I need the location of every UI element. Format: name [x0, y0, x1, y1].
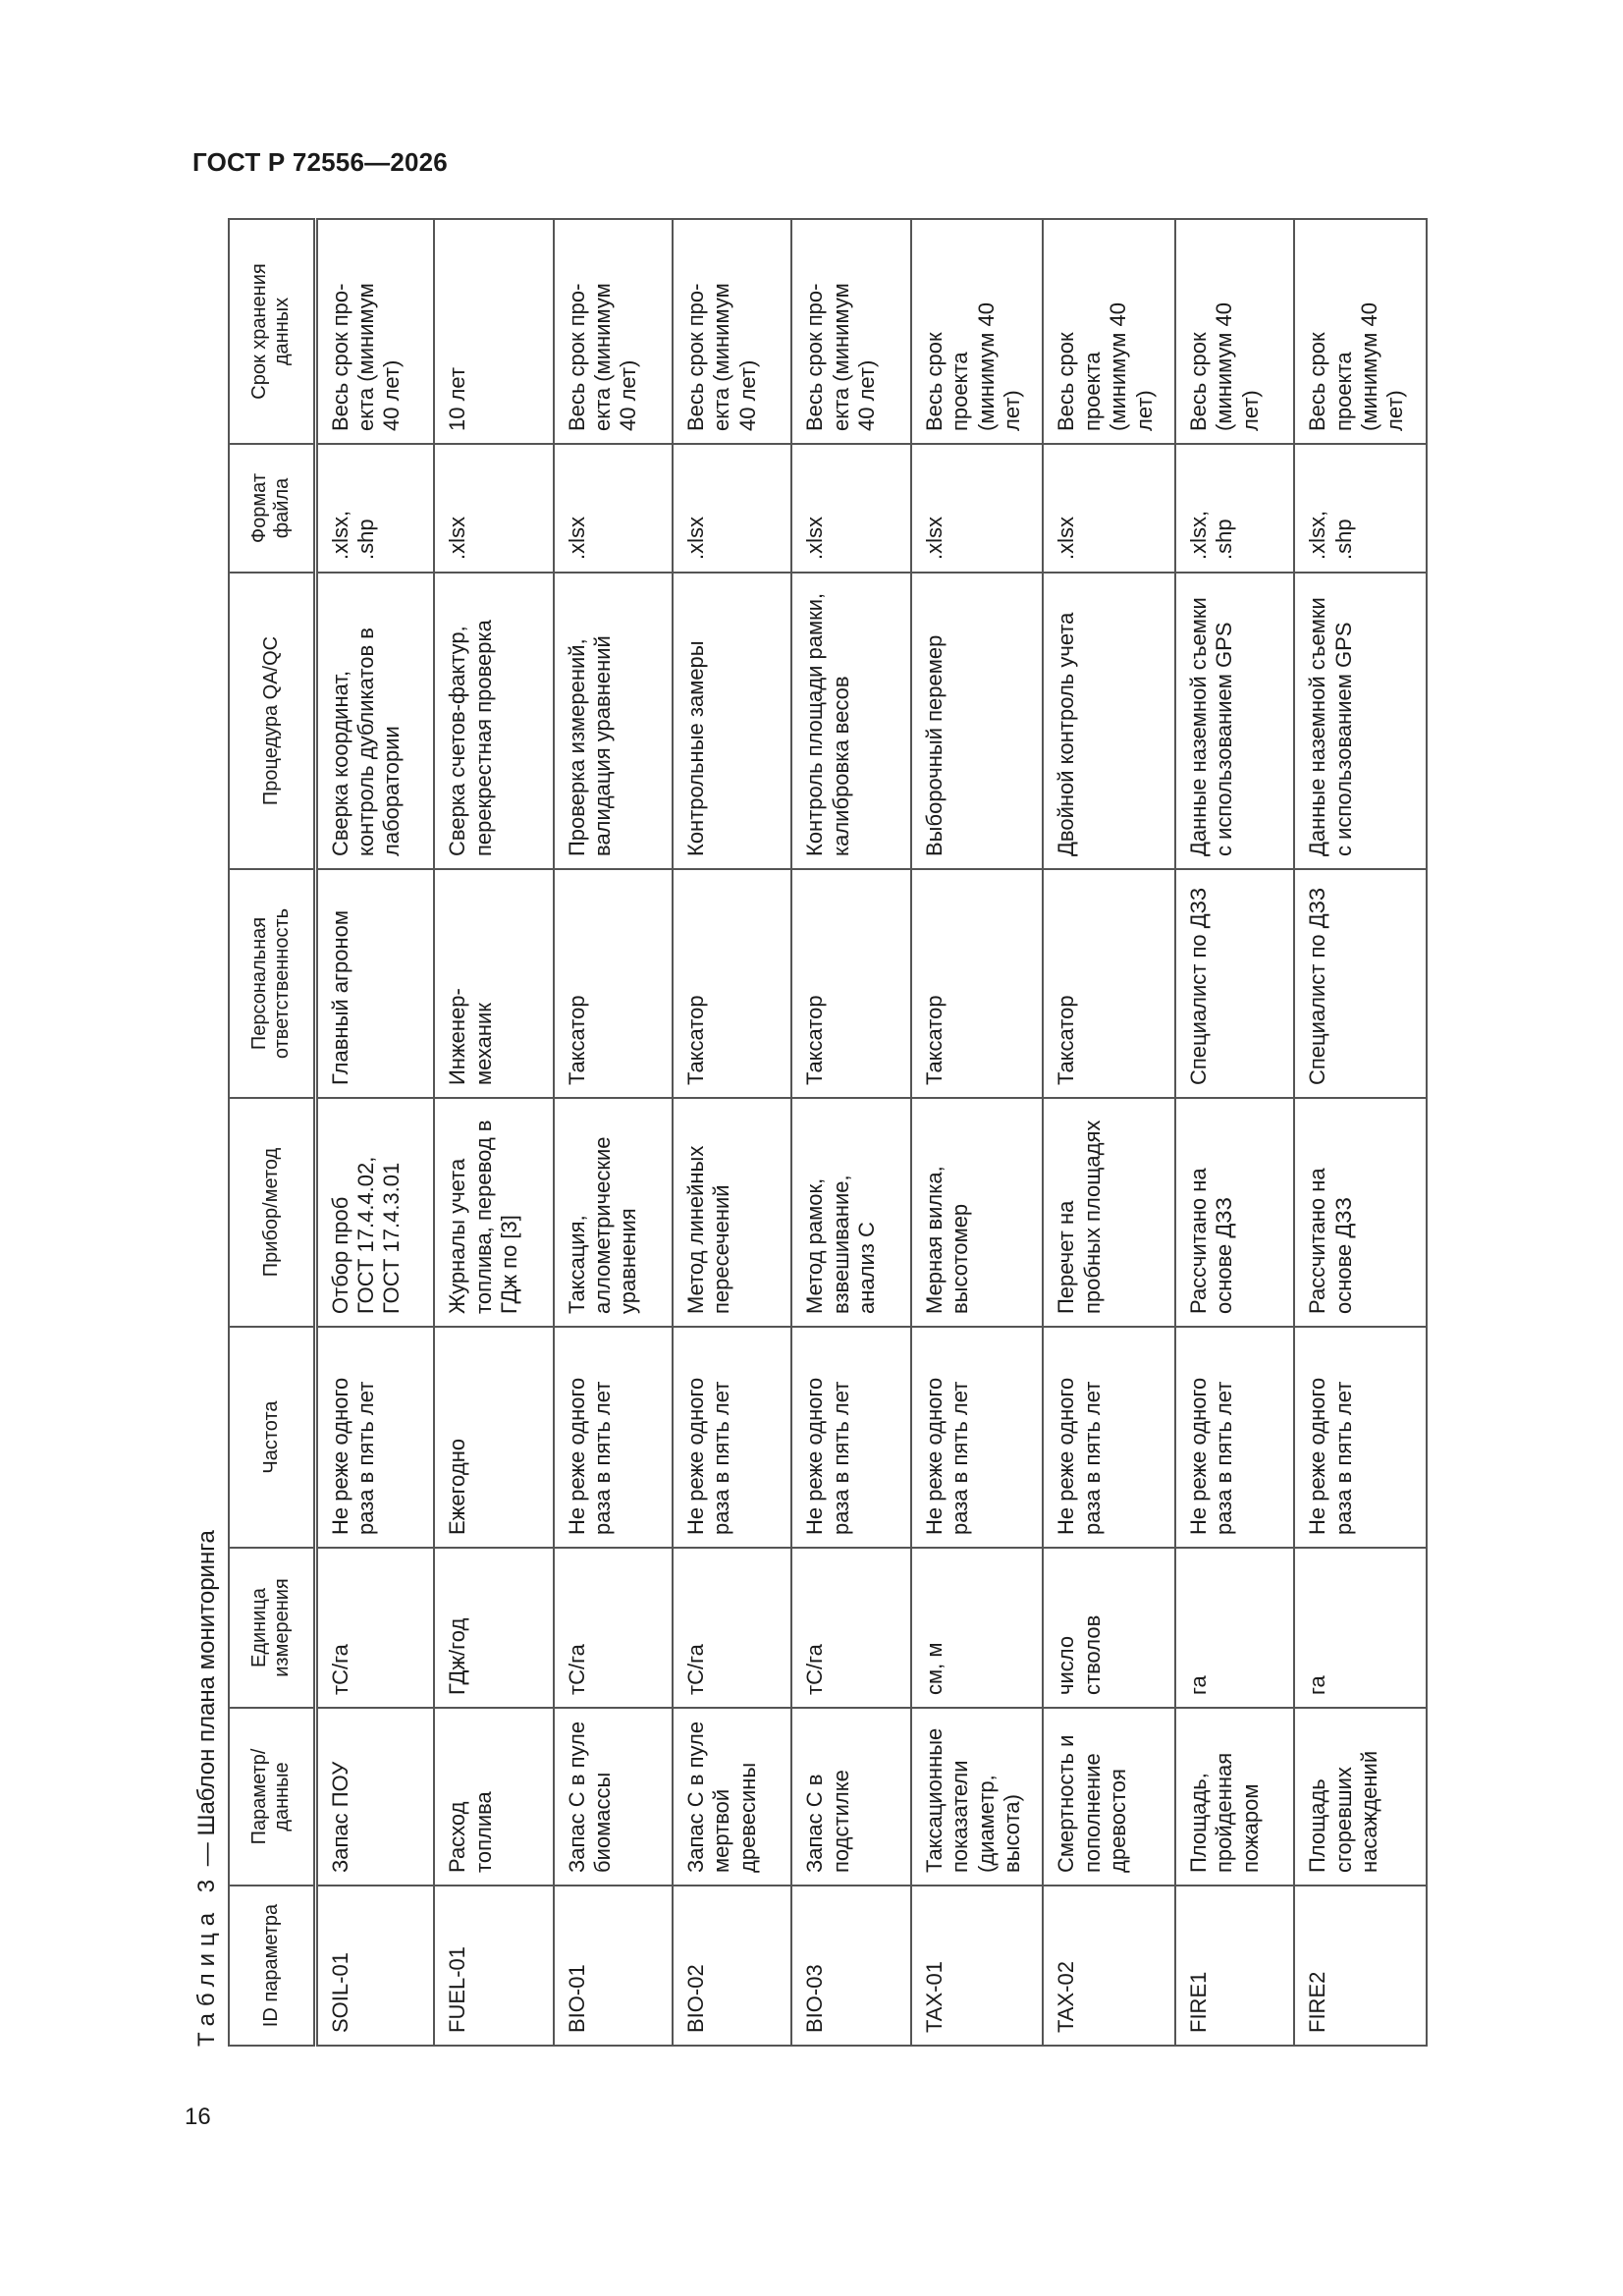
cell-unit: число стволов	[1043, 1548, 1175, 1708]
cell-qa-qc: Данные наземной съемки с использованием GPS	[1294, 573, 1427, 869]
table-row	[554, 219, 673, 2046]
header-frequency: Частота	[229, 1327, 315, 1548]
cell-frequency: Не реже одного раза в пять лет	[315, 1327, 434, 1548]
cell-method: Рассчитано на основе ДЗЗ	[1175, 1098, 1294, 1327]
cell-unit: тС/га	[315, 1548, 434, 1708]
cell-param-id: FIRE2	[1294, 1886, 1427, 2046]
cell-qa-qc: Контрольные замеры	[673, 573, 791, 869]
table-row	[791, 219, 910, 2046]
table-caption-title: — Шаблон плана мониторинга	[193, 1530, 220, 1873]
cell-frequency: Не реже одного раза в пять лет	[1175, 1327, 1294, 1548]
header-responsibility: Персональная ответственность	[229, 869, 315, 1098]
cell-param-data: Таксационные показатели (диаметр, высота)	[911, 1708, 1044, 1886]
cell-param-id: FIRE1	[1175, 1886, 1294, 2046]
cell-method: Мерная вилка, высотомер	[911, 1098, 1044, 1327]
cell-param-id: SOIL-01	[315, 1886, 434, 2046]
cell-param-data: Площадь, пройденная пожаром	[1175, 1708, 1294, 1886]
cell-unit: га	[1294, 1548, 1427, 1708]
cell-responsibility: Таксатор	[911, 869, 1044, 1098]
cell-file-format: .xlsx	[911, 444, 1044, 573]
table-row	[434, 219, 553, 2046]
table-caption-label: Таблица 3	[193, 1872, 220, 2047]
header-unit: Единица измерения	[229, 1548, 315, 1708]
cell-responsibility: Инженер- механик	[434, 869, 553, 1098]
table-row	[1294, 219, 1427, 2046]
header-file-format: Формат файла	[229, 444, 315, 573]
cell-param-data: Площадь сгоревших насаждений	[1294, 1708, 1427, 1886]
page-number: 16	[185, 2104, 211, 2130]
table-row	[911, 219, 1044, 2046]
table-row	[673, 219, 791, 2046]
cell-unit: тС/га	[673, 1548, 791, 1708]
cell-responsibility: Таксатор	[554, 869, 673, 1098]
header-param-data: Параметр/данные	[229, 1708, 315, 1886]
cell-retention: Весь срок про- екта (минимум 40 лет)	[673, 219, 791, 444]
cell-method: Отбор проб ГОСТ 17.4.4.02, ГОСТ 17.4.3.01	[315, 1098, 434, 1327]
cell-retention: Весь срок про- екта (минимум 40 лет)	[791, 219, 910, 444]
cell-qa-qc: Двойной контроль учета	[1043, 573, 1175, 869]
cell-file-format: .xlsx	[673, 444, 791, 573]
cell-frequency: Не реже одного раза в пять лет	[1043, 1327, 1175, 1548]
cell-responsibility: Таксатор	[673, 869, 791, 1098]
monitoring-plan-table	[228, 218, 1428, 2047]
header-retention: Срок хранения данных	[229, 219, 315, 444]
cell-responsibility: Таксатор	[791, 869, 910, 1098]
cell-unit: тС/га	[554, 1548, 673, 1708]
table-row	[315, 219, 434, 2046]
cell-qa-qc: Сверка координат, контроль дубликатов в лаборатории	[315, 573, 434, 869]
cell-param-id: TAX-02	[1043, 1886, 1175, 2046]
table-row	[1175, 219, 1294, 2046]
header-method: Прибор/метод	[229, 1098, 315, 1327]
header-qa-qc: Процедура QA/QC	[229, 573, 315, 869]
cell-param-id: FUEL-01	[434, 1886, 553, 2046]
cell-qa-qc: Данные наземной съемки с использованием GPS	[1175, 573, 1294, 869]
cell-qa-qc: Сверка счетов-фактур, перекрестная проверка	[434, 573, 553, 869]
cell-retention: Весь срок проекта (минимум 40 лет)	[1043, 219, 1175, 444]
cell-frequency: Не реже одного раза в пять лет	[1294, 1327, 1427, 1548]
cell-unit: га	[1175, 1548, 1294, 1708]
cell-param-data: Запас С в пуле мертвой древесины	[673, 1708, 791, 1886]
table-caption	[192, 1530, 222, 2047]
cell-retention: 10 лет	[434, 219, 553, 444]
table-header-row	[229, 219, 315, 2046]
cell-method: Перечет на пробных площадях	[1043, 1098, 1175, 1327]
cell-file-format: .xlsx, .shp	[315, 444, 434, 573]
cell-responsibility: Таксатор	[1043, 869, 1175, 1098]
cell-param-id: BIO-01	[554, 1886, 673, 2046]
cell-unit: тС/га	[791, 1548, 910, 1708]
cell-file-format: .xlsx	[1043, 444, 1175, 573]
cell-retention: Весь срок про- екта (минимум 40 лет)	[554, 219, 673, 444]
cell-frequency: Ежегодно	[434, 1327, 553, 1548]
cell-retention: Весь срок проекта (минимум 40 лет)	[1294, 219, 1427, 444]
cell-param-id: BIO-03	[791, 1886, 910, 2046]
cell-param-data: Смертность и пополнение древостоя	[1043, 1708, 1175, 1886]
header-param-id: ID параметра	[229, 1886, 315, 2046]
cell-file-format: .xlsx, .shp	[1294, 444, 1427, 573]
cell-responsibility: Специалист по ДЗЗ	[1294, 869, 1427, 1098]
cell-method: Рассчитано на основе ДЗЗ	[1294, 1098, 1427, 1327]
document-code: ГОСТ Р 72556—2026	[192, 147, 448, 177]
cell-unit: см, м	[911, 1548, 1044, 1708]
cell-file-format: .xlsx, .shp	[1175, 444, 1294, 573]
cell-responsibility: Главный агроном	[315, 869, 434, 1098]
cell-file-format: .xlsx	[791, 444, 910, 573]
cell-qa-qc: Контроль площади рамки, калибровка весов	[791, 573, 910, 869]
cell-retention: Весь срок проекта (минимум 40 лет)	[911, 219, 1044, 444]
cell-file-format: .xlsx	[434, 444, 553, 573]
cell-retention: Весь срок про- екта (минимум 40 лет)	[315, 219, 434, 444]
cell-qa-qc: Выборочный перемер	[911, 573, 1044, 869]
cell-retention: Весь срок (минимум 40 лет)	[1175, 219, 1294, 444]
cell-param-id: BIO-02	[673, 1886, 791, 2046]
cell-method: Журналы учета топлива, перевод в ГДж по [3]	[434, 1098, 553, 1327]
cell-responsibility: Специалист по ДЗЗ	[1175, 869, 1294, 1098]
cell-frequency: Не реже одного раза в пять лет	[791, 1327, 910, 1548]
cell-param-data: Запас ПОУ	[315, 1708, 434, 1886]
cell-param-data: Запас С в пуле биомассы	[554, 1708, 673, 1886]
cell-param-data: Запас С в подстилке	[791, 1708, 910, 1886]
cell-frequency: Не реже одного раза в пять лет	[911, 1327, 1044, 1548]
rotated-table-block	[192, 220, 1428, 2047]
cell-method: Метод рамок, взвешивание, анализ С	[791, 1098, 910, 1327]
table-row	[1043, 219, 1175, 2046]
cell-param-data: Расход топлива	[434, 1708, 553, 1886]
cell-unit: ГДж/год	[434, 1548, 553, 1708]
cell-file-format: .xlsx	[554, 444, 673, 573]
cell-method: Таксация, аллометрические уравнения	[554, 1098, 673, 1327]
cell-qa-qc: Проверка измерений, валидация уравнений	[554, 573, 673, 869]
cell-frequency: Не реже одного раза в пять лет	[554, 1327, 673, 1548]
cell-method: Метод линейных пересечений	[673, 1098, 791, 1327]
cell-param-id: TAX-01	[911, 1886, 1044, 2046]
cell-frequency: Не реже одного раза в пять лет	[673, 1327, 791, 1548]
